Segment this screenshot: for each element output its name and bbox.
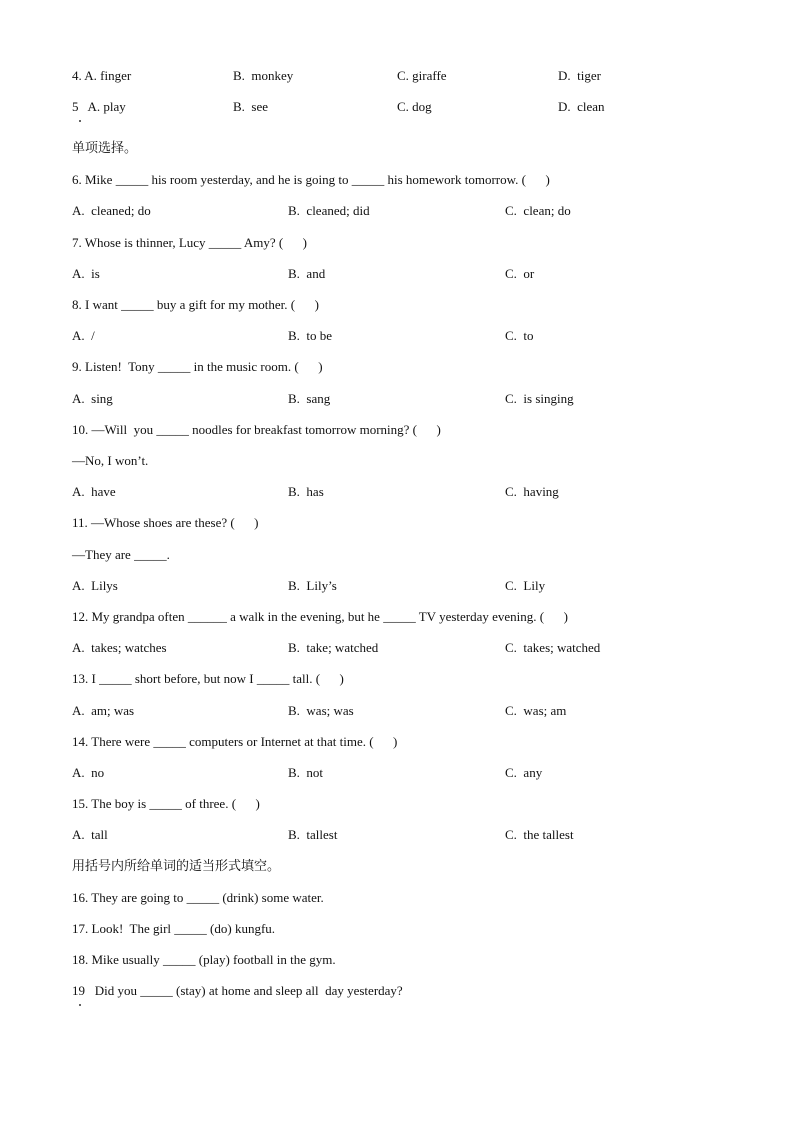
- option-b: B. take; watched: [288, 640, 379, 655]
- q4-option-b: B. monkey: [233, 68, 294, 83]
- option-b: B. to be: [288, 328, 333, 343]
- option-c: C. or: [505, 266, 535, 281]
- question-stem: 8. I want _____ buy a gift for my mother. ( ): [72, 297, 319, 312]
- q4-option-a: 4. A. finger: [72, 68, 132, 83]
- option-b: B. tallest: [288, 827, 338, 842]
- q5-option-c: C. dog: [397, 99, 432, 114]
- question-stem: 9. Listen! Tony _____ in the music room. ( ): [72, 359, 323, 374]
- option-c: C. having: [505, 484, 559, 499]
- q5-option-b: B. see: [233, 99, 269, 114]
- question-stem: 7. Whose is thinner, Lucy _____ Amy? ( ): [72, 235, 308, 250]
- option-c: C. was; am: [505, 703, 567, 718]
- section-heading-single-choice: 单项选择。: [72, 141, 138, 156]
- option-a: A. takes; watches: [72, 640, 167, 655]
- option-a: A. no: [72, 765, 105, 780]
- option-c: C. to: [505, 328, 534, 343]
- option-a: A. am; was: [72, 703, 135, 718]
- option-b: B. and: [288, 266, 326, 281]
- option-b: B. was; was: [288, 703, 354, 718]
- question-stem: 6. Mike _____ his room yesterday, and he is going to _____ his homework tomorrow. ( ): [72, 172, 550, 187]
- option-a: A. have: [72, 484, 116, 499]
- stray-dot: [79, 1004, 81, 1006]
- option-c: C. Lily: [505, 578, 546, 593]
- fill-in-question: 18. Mike usually _____ (play) football in the gym.: [72, 952, 336, 967]
- q5-option-d: D. clean: [558, 99, 605, 114]
- option-c: C. the tallest: [505, 827, 574, 842]
- q5-option-a: 5 A. play: [72, 99, 126, 114]
- q4-option-d: D. tiger: [558, 68, 601, 83]
- fill-in-question: 19 Did you _____ (stay) at home and sleep all day yesterday?: [72, 983, 403, 998]
- option-b: B. not: [288, 765, 324, 780]
- fill-in-question: 16. They are going to _____ (drink) some water.: [72, 890, 324, 905]
- option-a: A. is: [72, 266, 100, 281]
- question-stem: 14. There were _____ computers or Internet at that time. ( ): [72, 734, 398, 749]
- section-heading-fill-in: 用括号内所给单词的适当形式填空。: [72, 859, 281, 874]
- question-stem: 11. —Whose shoes are these? ( ): [72, 515, 259, 530]
- option-c: C. takes; watched: [505, 640, 601, 655]
- option-b: B. has: [288, 484, 324, 499]
- option-c: C. clean; do: [505, 203, 571, 218]
- question-stem: 12. My grandpa often ______ a walk in the evening, but he _____ TV yesterday evening. ( ): [72, 609, 568, 624]
- option-a: A. cleaned; do: [72, 203, 151, 218]
- fill-in-question: 17. Look! The girl _____ (do) kungfu.: [72, 921, 276, 936]
- option-b: B. Lily’s: [288, 578, 337, 593]
- option-b: B. sang: [288, 391, 331, 406]
- question-stem: 10. —Will you _____ noodles for breakfast tomorrow morning? ( ): [72, 422, 441, 437]
- option-c: C. any: [505, 765, 543, 780]
- option-a: A. tall: [72, 827, 108, 842]
- question-stem: 15. The boy is _____ of three. ( ): [72, 796, 260, 811]
- option-a: A. Lilys: [72, 578, 118, 593]
- question-stem: 13. I _____ short before, but now I _____ tall. ( ): [72, 671, 344, 686]
- option-b: B. cleaned; did: [288, 203, 370, 218]
- dialogue-response: —They are _____.: [72, 547, 170, 562]
- option-c: C. is singing: [505, 391, 574, 406]
- dialogue-response: —No, I won’t.: [72, 453, 149, 468]
- option-a: A. sing: [72, 391, 113, 406]
- option-a: A. /: [72, 328, 95, 343]
- stray-dot: [79, 120, 81, 122]
- q4-option-c: C. giraffe: [397, 68, 447, 83]
